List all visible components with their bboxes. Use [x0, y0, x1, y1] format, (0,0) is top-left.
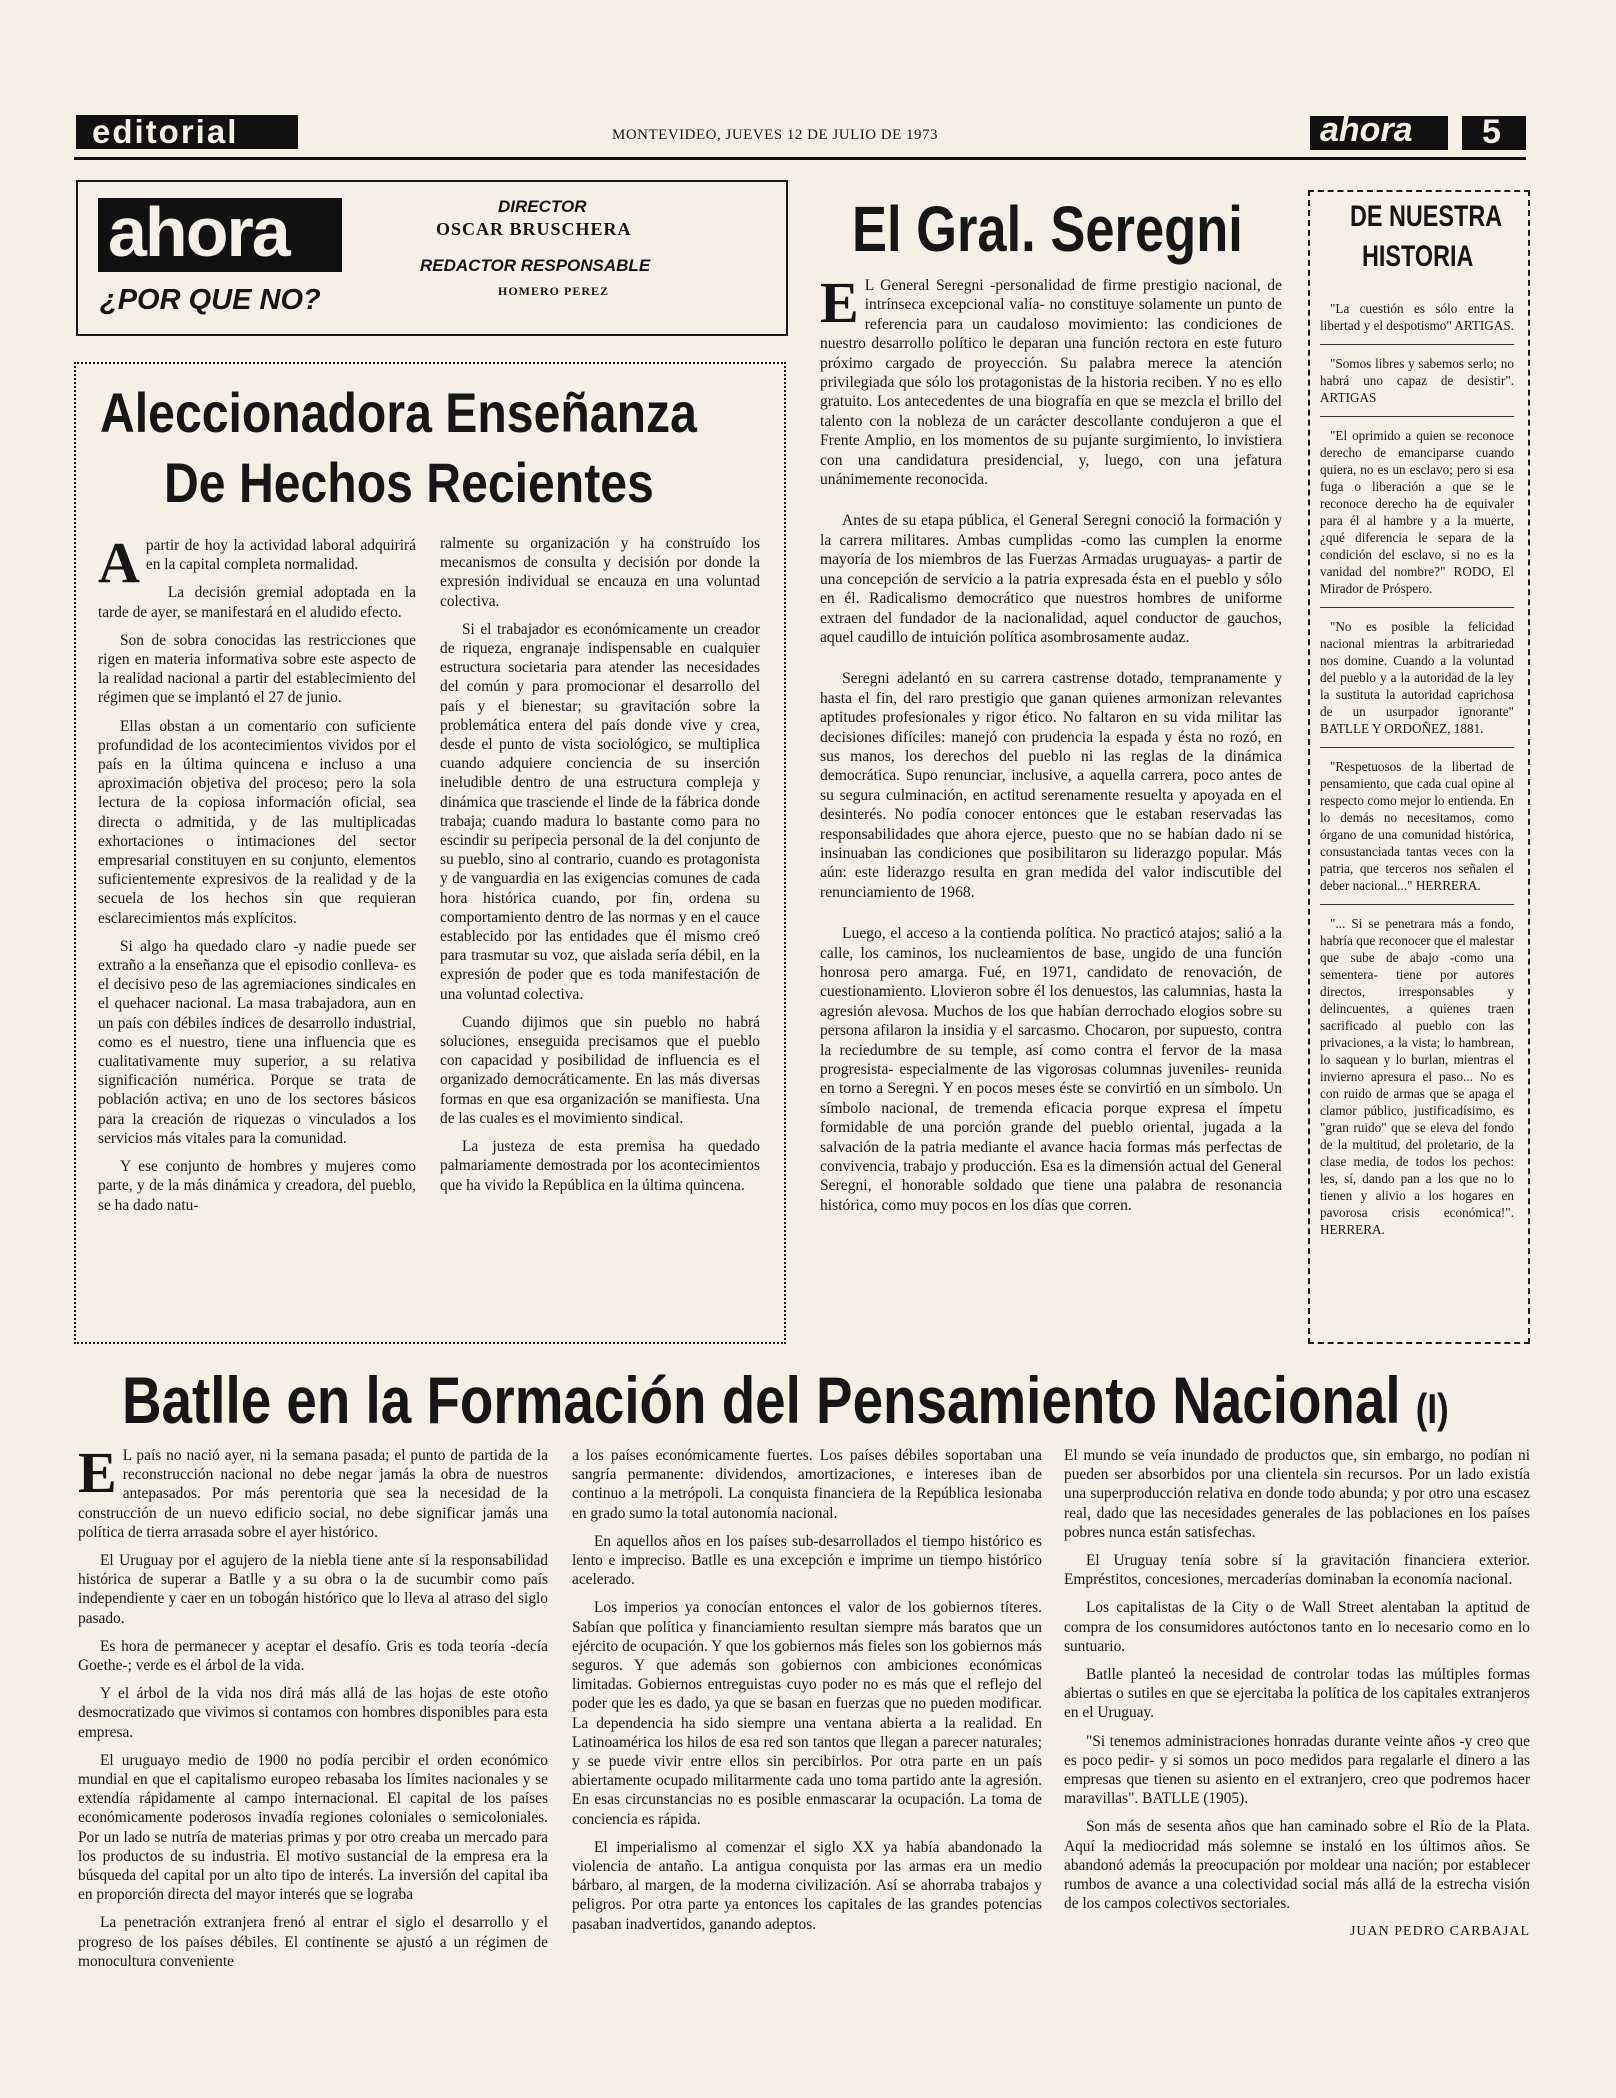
- seregni-paragraph: E L General Seregni -personalidad de firme prestigio nacional, de intrínseca excepcional valía- no constituye solamente un punto de referencia para un caudaloso movimiento: las condiciones de nuestro desarrollo político le deparan una función rectora en este futuro próximo cargado de proyección. Su palabra merece la atención privilegiada que sólo los protagonistas de la historia reciben. Y no es ello gratuito. Los antecedentes de una biografía en que se mezcla el brillo del talento con la nobleza de un carácter descollante condujeron a que el Frente Amplio, en los momentos de su pujante surgimiento, lo invistiera con una candidatura presidencial, y, luego, con una jefatura unánimemente reconocida.: [820, 270, 1282, 489]
- batlle-paragraph: Y el árbol de la vida nos dirá más allá de las hojas de este otoño desmocratizado que vivimos si contamos con hombres disponibles para esta empresa.: [78, 1685, 548, 1741]
- header-rule: [74, 157, 1526, 160]
- batlle-paragraph: El mundo se veía inundado de productos que, sin embargo, no podían ni pueden ser absorbidos por una clientela sin recursos. Por un lado existía una superproducción relativa en donde todo abunda; y por otro una escasez real, dado que las necesidades generales de las poblaciones en los países pobres nunca están satisfechas.: [1064, 1447, 1530, 1541]
- seregni-paragraph: Antes de su etapa pública, el General Seregni conoció la formación y la carrera militares. Ambas cumplidas -como las cumplen la enorme mayoría de los miembros de las Fuerzas Armadas uruguayas- a partir de una concepción de servicio a la patria expresada ésta en el pueblo y sólo en él. Radicalismo democrático que nuestros hombres de uniforme extraen del fundador de la nacionalidad, aquel conductor de gauchos, aquel caudillo de intuición política asombrosamente audaz.: [820, 512, 1282, 646]
- editorial-paragraph: La decisión gremial adoptada en la tarde de ayer, se manifestará en el aludido efecto.: [98, 584, 416, 621]
- sidebar-title-line-2: HISTORIA: [1362, 240, 1474, 273]
- batlle-paragraph: Es hora de permanecer y aceptar el desafío. Gris es toda teoría -decía Goethe-; verde es el árbol de la vida.: [78, 1637, 548, 1675]
- batlle-headline-text: Batlle en la Formación del Pensamiento Nacional: [122, 1363, 1401, 1437]
- sidebar-quote: "... Si se penetrara más a fondo, habría que reconocer que el malestar que sube de abajo -como una sementera- tiene por autores directos, irresponsables y delincuentes, a quienes traen sacrificado al pueblo con las privaciones, a la vista; lo hambrean, lo saquean y lo burlan, mientras el invierno apresura el paso... No es con ruido de armas que se apaga el clamor público, justificadísimo, es "gran ruido" que se eleva del fondo de la multitud, del proletario, de la clase media, de todos los pechos: les, sí, dando pan a los que no lo tienen y alivio a los hogares en pavorosa crisis económica!". HERRERA.: [1320, 916, 1514, 1237]
- editorial-paragraph: Son de sobra conocidas las restricciones que rigen en materia informativa sobre este aspecto de la realidad nacional a partir del establecimiento del régimen que se implantó el 27 de junio.: [98, 631, 416, 707]
- editorial-paragraph: Si el trabajador es económicamente un creador de riqueza, engranaje indispensable en cualquier estructura societaria para atender las necesidades del común y para promocionar el desarrollo del país y el bienestar; su gravitación sobre la problemática entera del país donde vive y crea, desde el punto de vista sociológico, se multiplica cuando adquiere conciencia de su inserción ineludible dentro de una estructura compleja y dinámica que trasciende el linde de la fábrica donde trabaja; cuando madura lo bastante como para no escindir su peripecia personal de la del conjunto de su pueblo, sino al contrario, cuando es protagonista y de vanguardia en las exigencias comunes de cada hora histórica cuando, por fin, ordena su comportamiento dentro de las normas y en el cauce establecido por las entidades que él mismo creó para trasmutar su voz, que aislada sería débil, en la expresión de poder que es toda manifestación de una voluntad colectiva.: [440, 620, 760, 1003]
- batlle-paragraph: Los imperios ya conocían entonces el valor de los gobiernos títeres. Sabían que política y financiamiento resultan siempre más baratos que un ejército de ocupación. Y que los gobiernos más fieles son los gobiernos más seguros. Y que además son gobiernos con ambiciones económicas limitadas. Gobiernos entreguistas cuyo poder no es más que el reflejo del poder que les es dado, ya que se basan en fuerzas que no pueden modificar. La dependencia ha sido siempre una ventana abierta a la realidad. En Latinoamérica los hilos de esa red son tantos que llegan a parecer naturales; y se puede vivir entre ellos sin percibirlos. Por otra parte en un país abiertamente ocupado militarmente cada uno toma partido ante la agresión. En esas circunstancias no es posible enmascarar la ocupación. La toma de conciencia es rápida.: [572, 1599, 1042, 1828]
- batlle-part-number: (I): [1415, 1385, 1449, 1432]
- sidebar-quote: "Somos libres y sabemos serlo; no habrá uno capaz de desistir". ARTIGAS: [1320, 356, 1514, 405]
- quote-divider: [1320, 747, 1514, 748]
- paper-name: ahora: [1320, 111, 1413, 149]
- editorial-headline-line-2: De Hechos Recientes: [164, 451, 654, 514]
- editor-label: REDACTOR RESPONSABLE: [420, 256, 651, 275]
- sidebar-quotes: [1320, 300, 1514, 1248]
- paper-name-box: [1310, 111, 1448, 150]
- batlle-paragraph: "Si tenemos administraciones honradas durante veinte años -y creo que es poco pedir- y si somos un poco medidos para regalarle el dinero a las empresas que tienen su asiento en el extranjero, creo que podremos hacer maravillas". BATLLE (1905).: [1064, 1732, 1530, 1808]
- director-label: DIRECTOR: [498, 197, 587, 216]
- batlle-paragraph: a los países económicamente fuertes. Los países débiles soportaban una sangría permanente: dividendos, amortizaciones, e intereses iban de continuo a la metrópoli. La conquista financiera de la República lesionaba en grado sumo la total autonomía nacional.: [572, 1447, 1042, 1522]
- batlle-paragraph: El Uruguay tenía sobre sí la gravitación financiera exterior. Empréstitos, concesiones, mercaderías dominaban la economía nacional.: [1064, 1552, 1530, 1589]
- batlle-paragraph: La penetración extranjera frenó al entrar el siglo el desarrollo y el progreso de los países débiles. El continente se ajustó a un régimen de monocultura conveniente: [78, 1914, 548, 1970]
- page-number-box: [1462, 113, 1526, 151]
- editorial-paragraph: Si algo ha quedado claro -y nadie puede ser extraño a la enseñanza que el episodio conlleva- es el decisivo peso de las agremiaciones sindicales en el quehacer nacional. La masa trabajadora, aun en un país con débiles índices de desarrollo industrial, como es el nuestro, tiene una influencia que es cualitativamente muy superior, a su relativa significación numérica. Porque se trata de población activa; en uno de los sectores básicos para la creación de riquezas o vinculados a los servicios más vitales para la comunidad.: [98, 937, 416, 1147]
- quote-divider: [1320, 904, 1514, 905]
- editorial-paragraph: Ellas obstan a un comentario con suficiente profundidad de los acontecimientos vividos por el país en la última quincena e incluso a una aproximación objetiva del proceso; pero la sola lectura de la copiosa información oficial, sea directa o admitida, y de las multiplicadas exhortaciones o intimaciones del sector empresarial constituyen en su conjunto, elementos suficientemente expresivos de la realidad y de la secuela de los hechos sin que requieran esclarecimientos más explícitos.: [98, 717, 416, 927]
- sidebar-quote: "Respetuosos de la libertad de pensamiento, que cada cual opine al respecto como mejor lo entienda. En lo demás no necesitamos, como órgano de una comunidad histórica, consustanciada tantas veces con la patria, que terceros nos señalen el deber nacional..." HERRERA.: [1320, 759, 1514, 893]
- editorial-column-1: [98, 530, 416, 1224]
- page-number: 5: [1482, 113, 1501, 151]
- batlle-paragraph: Batlle planteó la necesidad de controlar todas las múltiples formas abiertas o sutiles en que se ejercitaba la política de los capitales extranjeros en el Uruguay.: [1064, 1666, 1530, 1722]
- editorial-paragraph: Y ese conjunto de hombres y mujeres como parte, y de la más dinámica y creadora, del pueblo, se ha dado natu-: [98, 1158, 416, 1214]
- director-name: OSCAR BRUSCHERA: [436, 219, 632, 239]
- batlle-column-3: [1064, 1446, 1530, 1942]
- editorial-paragraph: Apartir de hoy la actividad laboral adquirirá en la capital completa normalidad.: [98, 530, 416, 595]
- seregni-dropcap: E: [820, 270, 859, 335]
- seregni-article-body: [820, 270, 1282, 1224]
- masthead-logo-box: [98, 193, 342, 272]
- section-label: editorial: [92, 113, 239, 150]
- batlle-signature: JUAN PEDRO CARBAJAL: [1349, 1924, 1530, 1940]
- editorial-dropcap: A: [98, 530, 140, 595]
- quote-divider: [1320, 607, 1514, 608]
- section-label-box: [76, 115, 298, 149]
- quote-divider: [1320, 416, 1514, 417]
- editorial-paragraph: Cuando dijimos que sin pueblo no habrá soluciones, enseguida precisamos que el pueblo con capacidad y posibilidad de influencia es el organizado democráticamente. En las más diversas formas en que esa organización se manifiesta. Una de las cuales es el movimiento sindical.: [440, 1013, 760, 1127]
- editorial-paragraph: ralmente su organización y ha construído los mecanismos de consulta y decisión por donde la expresión individual se encauza en una voluntad colectiva.: [440, 535, 760, 610]
- batlle-dropcap: E: [78, 1440, 117, 1505]
- sidebar-quote: "La cuestión es sólo entre la libertad y el despotismo" ARTIGAS.: [1320, 301, 1514, 333]
- batlle-paragraph: Son más de sesenta años que han caminado sobre el Río de la Plata. Aquí la mediocridad más solemne se instaló en los últimos años. Se abandonó además la preocupación por moldear una nación; por establecer rumbos de avance a una colectividad social más allá de la estrecha visión de los campos colectivos sectoriales.: [1064, 1818, 1530, 1913]
- masthead-box: [76, 180, 788, 336]
- editorial-headline-line-1: Aleccionadora Enseñanza: [100, 381, 697, 444]
- batlle-paragraph: El Uruguay por el agujero de la niebla tiene ante sí la responsabilidad histórica de superar a Batlle y a su obra o la de sucumbir como país independiente y caer en un tobogán histórico que lo lleva al atraso del siglo pasado.: [78, 1552, 548, 1627]
- masthead-slogan: ¿POR QUE NO?: [100, 284, 321, 316]
- batlle-column-1: [78, 1440, 548, 1980]
- dateline: MONTEVIDEO, JUEVES 12 DE JULIO DE 1973: [612, 127, 939, 143]
- batlle-paragraph: En aquellos años en los países sub-desarrollados el tiempo histórico es lento e impreciso. Batlle es una excepción e imprime un tiempo histórico acelerado.: [572, 1532, 1042, 1589]
- quote-divider: [1320, 344, 1514, 345]
- seregni-paragraph: Luego, el acceso a la contienda política. No practicó atajos; salió a la calle, los caminos, los nucleamientos de base, ungido de una función honrosa pero amarga. Fué, en 1971, candidato de renovación, de cuestionamiento. Llovieron sobre él los denuestos, las calumnias, hasta la agresión alevosa. Muchos de los que habían derrochado elogios sobre su persona afilaron la insidia y el sarcasmo. Chocaron, por supuesto, contra la reciedumbre de su temple, así como contra el fervor de la masa progresista- especialmente de las vigorosas columnas juveniles- reunida en torno a Seregni. Y en pocos meses éste se convirtió en un símbolo. Un símbolo nacional, de tremenda eficacia porque expresa el ímpetu formidable de una porción grande del pueblo oriental, jugada a la salvación de la patria mediante el avance hacia formas más perfectas de convivencia, trabajo y producción. Esa es la dimensión actual del General Seregni, el honorable soldado que tiene una palabra de resonancia histórica, como muy pocos en los días que corren.: [820, 925, 1282, 1214]
- batlle-paragraph: Los capitalistas de la City o de Wall Street alentaban la aptitud de compra de los consumidores autóctonos tanto en lo necesario como en lo suntuario.: [1064, 1599, 1530, 1655]
- editorial-paragraph: La justeza de esta premisa ha quedado palmariamente demostrada por los acontecimientos que ha vivido la República en la última quincena.: [440, 1138, 760, 1194]
- batlle-paragraph: El uruguayo medio de 1900 no podía percibir el orden económico mundial en que el capitalismo europeo rebasaba los límites nacionales y se extendía rápidamente al campo internacional. El capital de los países económicamente poderosos invadía regiones coloniales o semicoloniales. Por un lado se nutría de materias primas y por otro creaba un mercado para los productos de su industria. El motivo sustancial de la empresa era la búsqueda del capital por un alto tipo de interés. La inversión del capital iba en proporción directa del mayor interés que se lograba: [78, 1751, 548, 1904]
- seregni-headline: El Gral. Seregni: [852, 193, 1243, 265]
- sidebar-quote: "No es posible la felicidad nacional mientras la arbitrariedad nos domine. Cuando a la voluntad del pueblo y a la autoridad de la ley la sustituta la autoridad caprichosa de un usurpador ignorante" BATLLE Y ORDOÑEZ, 1881.: [1320, 619, 1514, 736]
- editor-name: HOMERO PEREZ: [498, 284, 610, 298]
- masthead-logo: ahora: [108, 193, 289, 271]
- batlle-paragraph: E L país no nació ayer, ni la semana pasada; el punto de partida de la reconstrucción nacional no debe negar jamás la obra de nuestros antepasados. Por más perentoria que sea la necesidad de la construcción de un nuevo edificio social, no debe significar jamás una política de tierra arrasada sobre el ayer histórico.: [78, 1440, 548, 1541]
- sidebar-title-line-1: DE NUESTRA: [1350, 200, 1503, 233]
- sidebar-quote: "El oprimido a quien se reconoce derecho de emanciparse cuando quiera, no es un esclavo; pero si esa fuga o liberación a que se le reconoce derecho ha de equivaler para él al hambre y a la muerte, ¿qué diferencia le separa de la condición del esclavo, si no es la vanidad del nombre?" RODO, El Mirador de Próspero.: [1320, 428, 1514, 596]
- seregni-paragraph: Seregni adelantó en su carrera castrense dotado, tempranamente y hasta el fin, del raro prestigio que ganan quienes armonizan relevantes aptitudes profesionales y rigor ético. No faltaron en su vida militar las decisiones difíciles: manejó con prudencia la espada y ésta no rozó, en sus manos, los derechos del pueblo ni las reglas de la dinámica democrática. Supo renunciar, inclusive, a aquella carrera, poco antes de su segura culminación, en actitud serenamente resuelta y apoyada en el desinterés. No podía conocer entonces que le estaban reservadas las responsabilidades que ahora ejerce, puesto que no se habían dado ni se insinuaban las condiciones que posibilitaron su liderazgo popular. Más aún: este liderazgo resulta en gran medida del valor indiscutible del renunciamiento de 1968.: [820, 670, 1282, 901]
- batlle-column-2: [572, 1446, 1042, 1943]
- batlle-paragraph: El imperialismo al comenzar el siglo XX ya había abandonado la violencia de antaño. La antigua conquista por las armas era un medio bárbaro, al margen, de la moderna civilización. Así se ahorraba trabajos y peligros. Por otra parte ya entonces los capitales de las grandes potencias pasaban inadvertidos, ganando adeptos.: [572, 1838, 1042, 1933]
- editorial-column-2: [440, 534, 760, 1204]
- batlle-headline: [122, 1362, 1449, 1438]
